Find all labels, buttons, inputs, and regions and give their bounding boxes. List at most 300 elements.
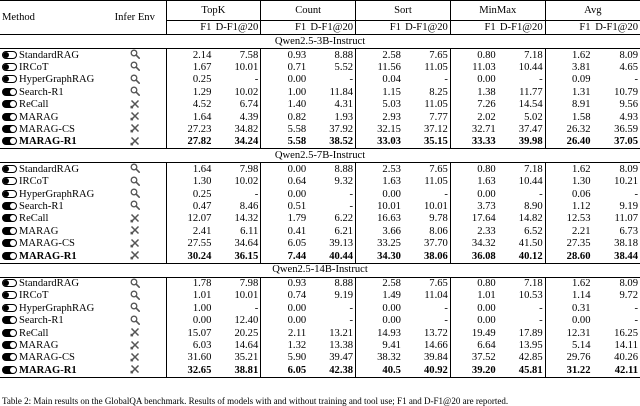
value-cell-df1: 9.56: [619, 99, 638, 111]
value-cell-f1: 32.15: [356, 123, 403, 135]
infer-env-cell: [104, 364, 166, 377]
table-row: [0, 86, 640, 98]
value-cell-df1: 7.77: [429, 111, 448, 123]
value-cell-df1: 37.12: [424, 123, 448, 135]
method-cell: [0, 352, 104, 364]
value-cell-f1: 38.32: [356, 352, 403, 364]
value-cell-f1: 0.04: [356, 74, 403, 86]
method-name: HyperGraphRAG: [19, 74, 95, 86]
method-name: ReCall: [19, 99, 49, 111]
method-name: MARAG-CS: [19, 123, 75, 135]
infer-env-cell: [104, 302, 166, 314]
toggle-off-icon: [2, 177, 17, 185]
value-cell-f1: 12.31: [545, 327, 592, 339]
value-cell-df1: 40.44: [329, 250, 354, 262]
value-cell-df1: 42.85: [518, 352, 543, 364]
method-name: MARAG-R1: [19, 136, 77, 148]
infer-env-cell: [104, 111, 166, 123]
value-cell-f1: 27.23: [166, 123, 213, 135]
value-cell-df1: 36.15: [234, 250, 259, 262]
value-cell-f1: 0.80: [450, 163, 497, 176]
method-cell: [0, 302, 104, 314]
value-cell-df1: -: [634, 74, 638, 86]
infer-env-cell: [104, 49, 166, 62]
value-cell-f1: 1.30: [545, 176, 592, 188]
table-row: [0, 302, 640, 314]
value-cell-f1: 32.71: [450, 123, 497, 135]
search-icon: [130, 74, 140, 84]
value-cell-f1: 0.93: [261, 277, 308, 290]
tools-icon: [130, 364, 140, 374]
value-cell-f1: 0.00: [261, 315, 308, 327]
table-row: [0, 364, 640, 377]
infer-env-cell: [104, 136, 166, 149]
value-cell-f1: 1.62: [545, 277, 592, 290]
table-row: [0, 136, 640, 149]
search-icon: [130, 176, 140, 186]
value-cell-df1: 39.47: [329, 352, 354, 364]
value-cell-df1: -: [539, 188, 543, 200]
value-cell-df1: 8.09: [593, 277, 640, 290]
group-header-count: Count: [261, 1, 356, 21]
method-name: ReCall: [19, 213, 49, 225]
toggle-on-icon: [2, 100, 17, 108]
value-cell-f1: 0.25: [166, 74, 213, 86]
method-name: IRCoT: [19, 290, 49, 302]
value-cell-df1: 7.65: [403, 49, 450, 62]
value-cell-f1: 40.5: [356, 364, 403, 377]
section-header-row: [0, 149, 640, 163]
value-cell-df1: 38.06: [424, 250, 448, 262]
tools-icon: [130, 99, 140, 109]
table-row: [0, 277, 640, 290]
value-cell-f1: 6.03: [166, 340, 213, 352]
method-name: MARAG-CS: [19, 352, 75, 364]
search-icon: [130, 278, 140, 288]
value-cell-f1: 0.00: [261, 188, 308, 200]
method-cell: [0, 99, 104, 111]
value-cell-f1: 0.00: [356, 315, 403, 327]
table-row: [0, 200, 640, 212]
value-cell-f1: 1.12: [545, 200, 592, 212]
value-cell-df1: 11.04: [424, 290, 448, 302]
subheader-df1: D-F1@20: [499, 21, 543, 33]
value-cell-f1: 1.00: [261, 86, 308, 98]
method-name: MARAG: [19, 225, 59, 237]
value-cell-f1: 9.41: [356, 340, 403, 352]
value-cell-df1: 5.52: [334, 61, 354, 73]
value-cell-df1: -: [634, 315, 638, 327]
value-cell-df1: 8.88: [308, 49, 355, 62]
value-cell-df1: 9.72: [619, 290, 638, 302]
table-row: [0, 188, 640, 200]
value-cell-df1: 13.38: [329, 340, 354, 352]
search-icon: [130, 302, 140, 312]
toggle-on-icon: [2, 341, 17, 349]
value-cell-df1: 8.06: [429, 225, 448, 237]
infer-env-cell: [104, 250, 166, 263]
value-cell-f1: 2.21: [545, 225, 592, 237]
method-cell: [0, 364, 104, 377]
infer-env-cell: [104, 99, 166, 111]
method-cell: [0, 163, 104, 176]
value-cell-f1: 0.25: [166, 188, 213, 200]
value-cell-df1: 14.82: [518, 213, 543, 225]
search-icon: [130, 290, 140, 300]
method-name: IRCoT: [19, 176, 49, 188]
method-cell: [0, 123, 104, 135]
value-cell-f1: 11.03: [450, 61, 497, 73]
subheader-df1: D-F1@20: [595, 21, 638, 33]
value-cell-df1: -: [254, 302, 259, 314]
method-cell: [0, 200, 104, 212]
value-cell-f1: 0.00: [450, 74, 497, 86]
value-cell-f1: 0.09: [545, 74, 592, 86]
table-row: [0, 176, 640, 188]
toggle-on-icon: [2, 88, 17, 96]
section-title: Qwen2.5-7B-Instruct: [0, 149, 640, 163]
value-cell-f1: 1.30: [166, 176, 213, 188]
value-cell-df1: 4.31: [334, 99, 354, 111]
value-cell-df1: 11.84: [329, 86, 354, 98]
value-cell-f1: 2.11: [261, 327, 308, 339]
toggle-off-icon: [2, 291, 17, 299]
value-cell-f1: 0.41: [261, 225, 308, 237]
method-name: HyperGraphRAG: [19, 188, 95, 200]
value-cell-df1: 9.32: [334, 176, 354, 188]
toggle-on-icon: [2, 137, 17, 145]
method-cell: [0, 86, 104, 98]
value-cell-f1: 31.22: [545, 364, 592, 377]
value-cell-df1: 35.21: [234, 352, 259, 364]
search-icon: [130, 86, 140, 96]
method-name: MARAG-CS: [19, 238, 75, 250]
value-cell-f1: 1.63: [356, 176, 403, 188]
value-cell-df1: 16.25: [614, 327, 638, 339]
value-cell-f1: 1.62: [545, 163, 592, 176]
method-cell: [0, 188, 104, 200]
value-cell-f1: 0.80: [450, 49, 497, 62]
tools-icon: [130, 123, 140, 133]
value-cell-df1: -: [444, 74, 448, 86]
value-cell-f1: 0.80: [450, 277, 497, 290]
value-cell-df1: 8.88: [308, 277, 355, 290]
infer-env-cell: [104, 74, 166, 86]
value-cell-df1: 14.54: [518, 99, 543, 111]
value-cell-df1: 10.21: [614, 176, 638, 188]
method-name: StandardRAG: [19, 49, 80, 61]
method-name: MARAG: [19, 111, 59, 123]
value-cell-f1: 15.07: [166, 327, 213, 339]
toggle-off-icon: [2, 63, 17, 71]
value-cell-f1: 1.78: [166, 277, 213, 290]
value-cell-df1: -: [634, 302, 638, 314]
value-cell-df1: -: [634, 188, 638, 200]
infer-env-cell: [104, 290, 166, 302]
method-name: StandardRAG: [19, 163, 80, 175]
subheader-f1: F1: [166, 21, 213, 35]
value-cell-f1: 2.33: [450, 225, 497, 237]
table-row: [0, 74, 640, 86]
table-row: [0, 49, 640, 62]
value-cell-df1: 11.05: [424, 176, 448, 188]
toggle-on-icon: [2, 214, 17, 222]
value-cell-df1: 6.11: [240, 225, 259, 237]
value-cell-df1: -: [254, 188, 259, 200]
table-row: [0, 111, 640, 123]
value-cell-f1: 19.49: [450, 327, 497, 339]
method-name: MARAG-R1: [19, 364, 77, 376]
subheader-f1: F1: [356, 21, 403, 35]
value-cell-df1: 6.52: [524, 225, 543, 237]
value-cell-df1: 45.81: [498, 364, 545, 377]
group-header-topk: TopK: [166, 1, 261, 21]
infer-env-cell: [104, 200, 166, 212]
value-cell-df1: 10.02: [234, 176, 259, 188]
value-cell-f1: 0.47: [166, 200, 213, 212]
table-row: [0, 123, 640, 135]
value-cell-df1: 11.77: [519, 86, 543, 98]
value-cell-f1: 6.05: [261, 364, 308, 377]
subheader-df1: D-F1@20: [215, 21, 259, 33]
method-name: IRCoT: [19, 61, 49, 73]
value-cell-f1: 1.31: [545, 86, 592, 98]
infer-env-cell: [104, 188, 166, 200]
value-cell-f1: 33.03: [356, 136, 403, 149]
toggle-on-icon: [2, 329, 17, 337]
toggle-off-icon: [2, 75, 17, 83]
value-cell-f1: 14.93: [356, 327, 403, 339]
infer-env-cell: [104, 315, 166, 327]
value-cell-f1: 1.79: [261, 213, 308, 225]
table-row: [0, 327, 640, 339]
value-cell-df1: 10.01: [234, 61, 259, 73]
value-cell-df1: 5.02: [524, 111, 543, 123]
value-cell-df1: 12.40: [234, 315, 259, 327]
method-cell: [0, 225, 104, 237]
value-cell-f1: 0.00: [356, 188, 403, 200]
value-cell-f1: 0.00: [356, 302, 403, 314]
value-cell-df1: 14.32: [234, 213, 259, 225]
value-cell-f1: 1.32: [261, 340, 308, 352]
infer-env-cell: [104, 340, 166, 352]
table-row: [0, 61, 640, 73]
method-cell: [0, 277, 104, 290]
value-cell-df1: -: [444, 188, 448, 200]
group-header-sort: Sort: [356, 1, 451, 21]
value-cell-f1: 11.56: [356, 61, 403, 73]
subheader-f1: F1: [545, 21, 592, 35]
value-cell-df1: 6.73: [619, 225, 638, 237]
toggle-off-icon: [2, 51, 17, 59]
value-cell-f1: 0.64: [261, 176, 308, 188]
search-icon: [130, 163, 140, 173]
value-cell-f1: 2.53: [356, 163, 403, 176]
value-cell-df1: 11.07: [614, 213, 638, 225]
value-cell-df1: 7.65: [403, 163, 450, 176]
group-header-minmax: MinMax: [450, 1, 545, 21]
value-cell-f1: 0.00: [450, 188, 497, 200]
value-cell-df1: 39.98: [518, 136, 543, 148]
method-name: Search-R1: [19, 200, 64, 212]
value-cell-df1: 7.98: [213, 277, 260, 290]
value-cell-df1: -: [349, 188, 354, 200]
value-cell-f1: 0.93: [261, 49, 308, 62]
toggle-on-icon: [2, 366, 17, 374]
value-cell-f1: 29.76: [545, 352, 592, 364]
method-name: MARAG-R1: [19, 250, 77, 262]
method-cell: [0, 49, 104, 62]
value-cell-f1: 0.00: [166, 315, 213, 327]
value-cell-df1: 10.79: [614, 86, 638, 98]
value-cell-df1: 10.01: [234, 290, 259, 302]
table-row: [0, 315, 640, 327]
tools-icon: [130, 340, 140, 350]
toggle-on-icon: [2, 125, 17, 133]
value-cell-df1: 38.18: [614, 238, 638, 250]
value-cell-f1: 34.30: [356, 250, 403, 263]
subheader-df1: D-F1@20: [405, 21, 448, 33]
value-cell-df1: 37.92: [329, 123, 354, 135]
value-cell-df1: -: [349, 315, 354, 327]
method-cell: [0, 74, 104, 86]
toggle-on-icon: [2, 227, 17, 235]
method-cell: [0, 111, 104, 123]
infer-env-cell: [104, 86, 166, 98]
infer-env-cell: [104, 163, 166, 176]
value-cell-f1: 16.63: [356, 213, 403, 225]
section-header-row: [0, 263, 640, 277]
value-cell-f1: 27.82: [166, 136, 213, 149]
section-title: Qwen2.5-14B-Instruct: [0, 263, 640, 277]
value-cell-df1: 4.39: [239, 111, 259, 123]
value-cell-df1: -: [349, 74, 354, 86]
infer-env-cell: [104, 238, 166, 250]
value-cell-df1: 37.05: [614, 136, 638, 148]
value-cell-df1: 14.11: [614, 340, 638, 352]
value-cell-f1: 27.55: [166, 238, 213, 250]
infer-env-cell: [104, 327, 166, 339]
tools-icon: [130, 238, 140, 248]
toggle-on-icon: [2, 252, 17, 260]
value-cell-f1: 5.58: [261, 123, 308, 135]
toggle-on-icon: [2, 113, 17, 121]
infer-env-cell: [104, 225, 166, 237]
tools-icon: [130, 111, 140, 121]
value-cell-df1: 9.78: [429, 213, 448, 225]
infer-env-cell: [104, 213, 166, 225]
method-header: Method: [0, 1, 104, 35]
value-cell-f1: 2.41: [166, 225, 213, 237]
value-cell-f1: 0.51: [261, 200, 308, 212]
value-cell-f1: 12.07: [166, 213, 213, 225]
value-cell-df1: 9.19: [619, 200, 638, 212]
search-icon: [130, 49, 140, 59]
infer-env-cell: [104, 352, 166, 364]
value-cell-f1: 10.01: [356, 200, 403, 212]
method-name: StandardRAG: [19, 278, 80, 289]
value-cell-f1: 1.62: [545, 49, 592, 62]
value-cell-f1: 27.35: [545, 238, 592, 250]
value-cell-df1: 40.12: [518, 250, 543, 262]
value-cell-df1: 39.13: [329, 238, 354, 250]
value-cell-f1: 1.14: [545, 290, 592, 302]
value-cell-df1: 34.24: [234, 136, 259, 148]
value-cell-f1: 0.31: [545, 302, 592, 314]
value-cell-f1: 1.01: [166, 290, 213, 302]
value-cell-f1: 26.32: [545, 123, 592, 135]
value-cell-df1: 42.38: [308, 364, 355, 377]
value-cell-f1: 5.03: [356, 99, 403, 111]
value-cell-df1: -: [539, 315, 543, 327]
infer-env-cell: [104, 61, 166, 73]
value-cell-f1: 0.00: [261, 302, 308, 314]
value-cell-f1: 1.58: [545, 111, 592, 123]
value-cell-f1: 0.00: [261, 163, 308, 176]
tools-icon: [130, 352, 140, 362]
method-cell: [0, 176, 104, 188]
value-cell-df1: 7.65: [403, 277, 450, 290]
table-row: [0, 99, 640, 111]
value-cell-f1: 5.58: [261, 136, 308, 149]
value-cell-f1: 33.33: [450, 136, 497, 149]
value-cell-f1: 1.64: [166, 111, 213, 123]
value-cell-df1: 10.53: [518, 290, 543, 302]
value-cell-df1: 8.09: [593, 49, 640, 62]
method-name: MARAG: [19, 340, 59, 352]
value-cell-df1: 8.90: [524, 200, 543, 212]
value-cell-f1: 5.14: [545, 340, 592, 352]
tools-icon: [130, 250, 140, 260]
table-row: [0, 225, 640, 237]
value-cell-df1: -: [254, 74, 259, 86]
value-cell-df1: 7.58: [213, 49, 260, 62]
value-cell-f1: 1.38: [450, 86, 497, 98]
value-cell-f1: 1.01: [450, 290, 497, 302]
value-cell-f1: 2.02: [450, 111, 497, 123]
subheader-df1: D-F1@20: [310, 21, 354, 33]
value-cell-f1: 3.73: [450, 200, 497, 212]
value-cell-df1: 9.19: [334, 290, 354, 302]
value-cell-df1: 38.52: [329, 136, 354, 148]
value-cell-df1: -: [444, 302, 448, 314]
value-cell-df1: 7.18: [498, 277, 545, 290]
value-cell-df1: 7.18: [498, 49, 545, 62]
value-cell-df1: 40.26: [614, 352, 638, 364]
value-cell-f1: 34.32: [450, 238, 497, 250]
value-cell-f1: 39.20: [450, 364, 497, 377]
section-header-row: [0, 35, 640, 49]
value-cell-df1: 34.82: [234, 123, 259, 135]
value-cell-df1: 8.88: [308, 163, 355, 176]
value-cell-f1: 5.90: [261, 352, 308, 364]
infer-env-header: Infer Env: [104, 1, 166, 35]
method-cell: [0, 340, 104, 352]
value-cell-f1: 1.40: [261, 99, 308, 111]
value-cell-f1: 32.65: [166, 364, 213, 377]
value-cell-df1: 8.09: [593, 163, 640, 176]
value-cell-df1: 11.05: [424, 61, 448, 73]
value-cell-f1: 3.66: [356, 225, 403, 237]
value-cell-df1: 14.64: [234, 340, 259, 352]
tools-icon: [130, 225, 140, 235]
table-row: [0, 250, 640, 263]
value-cell-f1: 26.40: [545, 136, 592, 149]
value-cell-f1: 33.25: [356, 238, 403, 250]
value-cell-f1: 0.00: [450, 302, 497, 314]
value-cell-df1: 8.25: [429, 86, 448, 98]
table-row: [0, 163, 640, 176]
